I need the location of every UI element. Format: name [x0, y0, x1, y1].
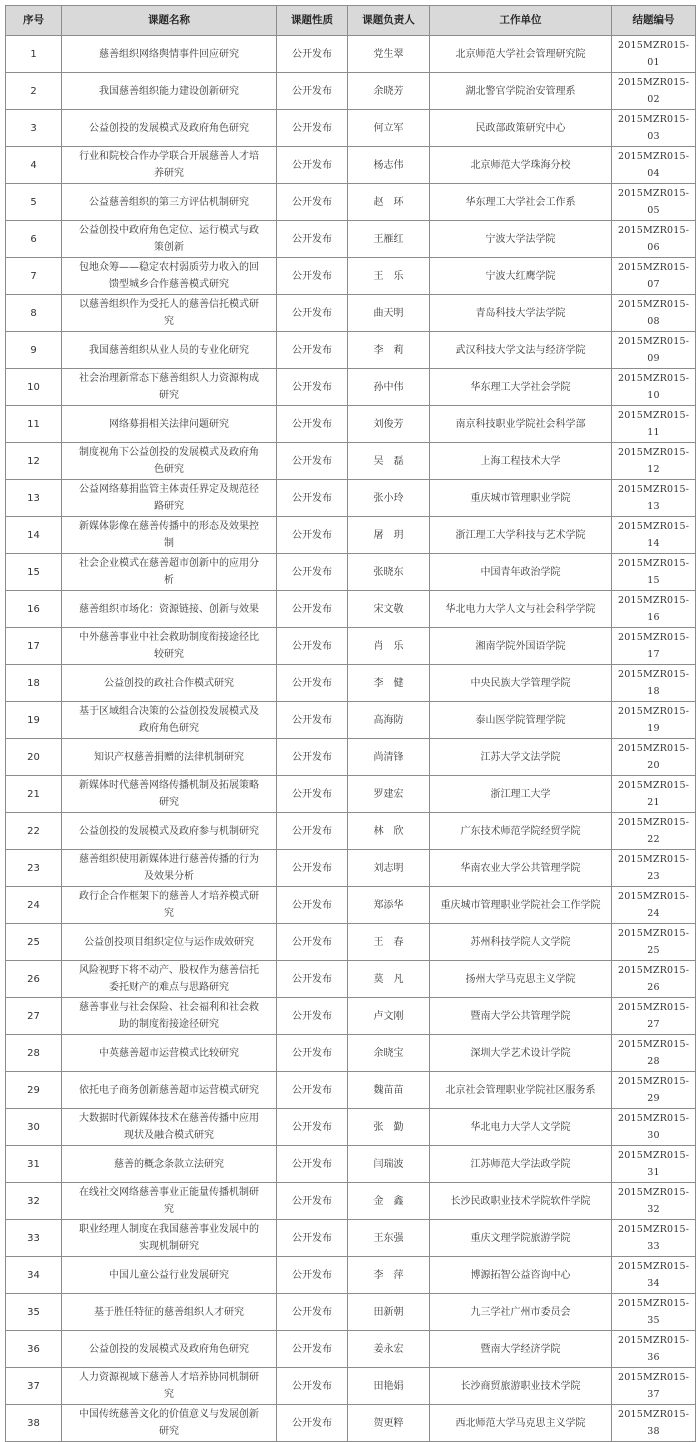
table-row	[6, 258, 696, 295]
cell-work-unit: 广东技术师范学院经贸学院	[430, 813, 612, 850]
cell-project-leader: 高海防	[348, 702, 430, 739]
cell-work-unit: 青岛科技大学法学院	[430, 295, 612, 332]
cell-serial-number: 36	[6, 1331, 62, 1368]
table-row	[6, 850, 696, 887]
cell-project-leader: 李 莉	[348, 332, 430, 369]
cell-completion-code: 2015MZR015-28	[612, 1035, 696, 1072]
cell-work-unit: 上海工程技术大学	[430, 443, 612, 480]
cell-project-title: 慈善组织使用新媒体进行慈善传播的行为及效果分析	[62, 850, 277, 887]
table-row	[6, 1035, 696, 1072]
cell-project-nature: 公开发布	[277, 554, 348, 591]
table-row	[6, 1405, 696, 1442]
table-row	[6, 1294, 696, 1331]
cell-project-nature: 公开发布	[277, 1146, 348, 1183]
cell-work-unit: 北京师范大学社会管理研究院	[430, 36, 612, 73]
cell-project-nature: 公开发布	[277, 1072, 348, 1109]
cell-serial-number: 21	[6, 776, 62, 813]
cell-work-unit: 长沙商贸旅游职业技术学院	[430, 1368, 612, 1405]
cell-serial-number: 37	[6, 1368, 62, 1405]
cell-work-unit: 华北电力大学人文与社会科学学院	[430, 591, 612, 628]
cell-project-nature: 公开发布	[277, 369, 348, 406]
cell-work-unit: 重庆文理学院旅游学院	[430, 1220, 612, 1257]
cell-project-title: 人力资源视域下慈善人才培养协同机制研究	[62, 1368, 277, 1405]
cell-project-nature: 公开发布	[277, 1183, 348, 1220]
cell-serial-number: 2	[6, 73, 62, 110]
cell-project-nature: 公开发布	[277, 813, 348, 850]
cell-project-title: 公益慈善组织的第三方评估机制研究	[62, 184, 277, 221]
cell-completion-code: 2015MZR015-19	[612, 702, 696, 739]
cell-project-leader: 王 乐	[348, 258, 430, 295]
cell-serial-number: 25	[6, 924, 62, 961]
cell-serial-number: 24	[6, 887, 62, 924]
cell-serial-number: 29	[6, 1072, 62, 1109]
cell-project-leader: 李 萍	[348, 1257, 430, 1294]
table-row	[6, 1220, 696, 1257]
cell-serial-number: 17	[6, 628, 62, 665]
table-row	[6, 480, 696, 517]
cell-project-leader: 何立军	[348, 110, 430, 147]
cell-project-title: 风险视野下将不动产、股权作为慈善信托委托财产的难点与思路研究	[62, 961, 277, 998]
table-row	[6, 1331, 696, 1368]
table-row	[6, 887, 696, 924]
table-body	[6, 36, 696, 1442]
cell-work-unit: 华南农业大学公共管理学院	[430, 850, 612, 887]
cell-serial-number: 11	[6, 406, 62, 443]
cell-completion-code: 2015MZR015-04	[612, 147, 696, 184]
cell-project-leader: 尚清锋	[348, 739, 430, 776]
cell-serial-number: 31	[6, 1146, 62, 1183]
cell-work-unit: 暨南大学经济学院	[430, 1331, 612, 1368]
cell-work-unit: 华东理工大学社会工作系	[430, 184, 612, 221]
results-table-container	[5, 5, 695, 1437]
cell-project-title: 中国儿童公益行业发展研究	[62, 1257, 277, 1294]
cell-project-leader: 魏苗苗	[348, 1072, 430, 1109]
cell-project-nature: 公开发布	[277, 295, 348, 332]
header-serial-number: 序号	[6, 6, 62, 36]
table-row	[6, 73, 696, 110]
table-header	[6, 6, 696, 36]
cell-completion-code: 2015MZR015-30	[612, 1109, 696, 1146]
table-row	[6, 147, 696, 184]
table-row	[6, 36, 696, 73]
cell-project-nature: 公开发布	[277, 73, 348, 110]
cell-project-leader: 余晓宝	[348, 1035, 430, 1072]
cell-work-unit: 西北师范大学马克思主义学院	[430, 1405, 612, 1442]
header-project-title: 课题名称	[62, 6, 277, 36]
table-row	[6, 1146, 696, 1183]
cell-completion-code: 2015MZR015-06	[612, 221, 696, 258]
cell-serial-number: 23	[6, 850, 62, 887]
cell-project-nature: 公开发布	[277, 36, 348, 73]
header-project-leader: 课题负责人	[348, 6, 430, 36]
table-row	[6, 702, 696, 739]
cell-project-title: 制度视角下公益创投的发展模式及政府角色研究	[62, 443, 277, 480]
cell-completion-code: 2015MZR015-35	[612, 1294, 696, 1331]
cell-serial-number: 8	[6, 295, 62, 332]
table-row	[6, 1109, 696, 1146]
cell-project-nature: 公开发布	[277, 1405, 348, 1442]
cell-project-leader: 吴 磊	[348, 443, 430, 480]
cell-project-leader: 张小玲	[348, 480, 430, 517]
cell-project-title: 公益创投中政府角色定位、运行模式与政策创新	[62, 221, 277, 258]
table-row	[6, 776, 696, 813]
cell-project-nature: 公开发布	[277, 850, 348, 887]
cell-work-unit: 武汉科技大学文法与经济学院	[430, 332, 612, 369]
cell-project-nature: 公开发布	[277, 887, 348, 924]
cell-project-leader: 林 欣	[348, 813, 430, 850]
cell-project-nature: 公开发布	[277, 665, 348, 702]
cell-project-leader: 李 健	[348, 665, 430, 702]
cell-project-leader: 郑添华	[348, 887, 430, 924]
cell-completion-code: 2015MZR015-21	[612, 776, 696, 813]
cell-serial-number: 14	[6, 517, 62, 554]
cell-serial-number: 27	[6, 998, 62, 1035]
cell-work-unit: 长沙民政职业技术学院软件学院	[430, 1183, 612, 1220]
cell-project-title: 网络募捐相关法律问题研究	[62, 406, 277, 443]
cell-project-title: 慈善的概念条款立法研究	[62, 1146, 277, 1183]
cell-project-nature: 公开发布	[277, 591, 348, 628]
cell-project-leader: 王东强	[348, 1220, 430, 1257]
cell-project-title: 中国传统慈善文化的价值意义与发展创新研究	[62, 1405, 277, 1442]
cell-project-nature: 公开发布	[277, 961, 348, 998]
cell-completion-code: 2015MZR015-24	[612, 887, 696, 924]
cell-completion-code: 2015MZR015-36	[612, 1331, 696, 1368]
cell-work-unit: 宁波大红鹰学院	[430, 258, 612, 295]
cell-completion-code: 2015MZR015-37	[612, 1368, 696, 1405]
cell-serial-number: 7	[6, 258, 62, 295]
cell-project-title: 新媒体时代慈善网络传播机制及拓展策略研究	[62, 776, 277, 813]
cell-serial-number: 32	[6, 1183, 62, 1220]
project-results-table	[5, 5, 696, 1442]
cell-work-unit: 南京科技职业学院社会科学部	[430, 406, 612, 443]
cell-project-leader: 屠 玥	[348, 517, 430, 554]
cell-project-leader: 赵 环	[348, 184, 430, 221]
cell-work-unit: 中央民族大学管理学院	[430, 665, 612, 702]
cell-completion-code: 2015MZR015-12	[612, 443, 696, 480]
table-row	[6, 1183, 696, 1220]
cell-completion-code: 2015MZR015-01	[612, 36, 696, 73]
cell-project-title: 我国慈善组织从业人员的专业化研究	[62, 332, 277, 369]
cell-project-nature: 公开发布	[277, 998, 348, 1035]
cell-project-title: 公益创投的政社合作模式研究	[62, 665, 277, 702]
cell-work-unit: 浙江理工大学科技与艺术学院	[430, 517, 612, 554]
cell-project-title: 以慈善组织作为受托人的慈善信托模式研究	[62, 295, 277, 332]
cell-project-title: 社会企业模式在慈善超市创新中的应用分析	[62, 554, 277, 591]
cell-serial-number: 33	[6, 1220, 62, 1257]
cell-work-unit: 博源拓智公益咨询中心	[430, 1257, 612, 1294]
cell-project-leader: 王雁红	[348, 221, 430, 258]
table-row	[6, 961, 696, 998]
cell-project-leader: 张晓东	[348, 554, 430, 591]
cell-project-title: 慈善事业与社会保险、社会福利和社会救助的制度衔接途径研究	[62, 998, 277, 1035]
cell-serial-number: 18	[6, 665, 62, 702]
cell-serial-number: 35	[6, 1294, 62, 1331]
cell-work-unit: 浙江理工大学	[430, 776, 612, 813]
cell-project-title: 基于胜任特征的慈善组织人才研究	[62, 1294, 277, 1331]
cell-completion-code: 2015MZR015-07	[612, 258, 696, 295]
cell-project-leader: 曲天明	[348, 295, 430, 332]
cell-work-unit: 中国青年政治学院	[430, 554, 612, 591]
cell-project-nature: 公开发布	[277, 702, 348, 739]
table-row	[6, 369, 696, 406]
table-row	[6, 221, 696, 258]
cell-completion-code: 2015MZR015-09	[612, 332, 696, 369]
cell-project-title: 基于区域组合决策的公益创投发展模式及政府角色研究	[62, 702, 277, 739]
cell-project-nature: 公开发布	[277, 332, 348, 369]
cell-project-nature: 公开发布	[277, 443, 348, 480]
cell-serial-number: 30	[6, 1109, 62, 1146]
cell-project-title: 公益创投的发展模式及政府参与机制研究	[62, 813, 277, 850]
cell-serial-number: 13	[6, 480, 62, 517]
cell-completion-code: 2015MZR015-31	[612, 1146, 696, 1183]
cell-work-unit: 湘南学院外国语学院	[430, 628, 612, 665]
table-row	[6, 110, 696, 147]
cell-project-leader: 贺更粹	[348, 1405, 430, 1442]
cell-work-unit: 江苏师范大学法政学院	[430, 1146, 612, 1183]
cell-serial-number: 19	[6, 702, 62, 739]
cell-project-title: 包地众筹——稳定农村弱质劳力收入的回馈型城乡合作慈善模式研究	[62, 258, 277, 295]
cell-project-nature: 公开发布	[277, 480, 348, 517]
cell-completion-code: 2015MZR015-08	[612, 295, 696, 332]
cell-project-title: 在线社交网络慈善事业正能量传播机制研究	[62, 1183, 277, 1220]
cell-work-unit: 泰山医学院管理学院	[430, 702, 612, 739]
cell-project-nature: 公开发布	[277, 184, 348, 221]
cell-project-title: 慈善组织网络舆情事件回应研究	[62, 36, 277, 73]
cell-serial-number: 20	[6, 739, 62, 776]
table-row	[6, 1072, 696, 1109]
cell-completion-code: 2015MZR015-26	[612, 961, 696, 998]
cell-project-nature: 公开发布	[277, 1035, 348, 1072]
table-row	[6, 554, 696, 591]
cell-completion-code: 2015MZR015-02	[612, 73, 696, 110]
cell-project-title: 新媒体影像在慈善传播中的形态及效果控制	[62, 517, 277, 554]
cell-completion-code: 2015MZR015-16	[612, 591, 696, 628]
cell-work-unit: 江苏大学文法学院	[430, 739, 612, 776]
cell-work-unit: 扬州大学马克思主义学院	[430, 961, 612, 998]
cell-project-leader: 宋文敬	[348, 591, 430, 628]
cell-project-title: 中外慈善事业中社会救助制度衔接途径比较研究	[62, 628, 277, 665]
cell-project-title: 公益创投项目组织定位与运作成效研究	[62, 924, 277, 961]
cell-work-unit: 重庆城市管理职业学院	[430, 480, 612, 517]
cell-project-title: 公益创投的发展模式及政府角色研究	[62, 110, 277, 147]
cell-completion-code: 2015MZR015-17	[612, 628, 696, 665]
table-row	[6, 998, 696, 1035]
cell-project-nature: 公开发布	[277, 1109, 348, 1146]
table-row	[6, 295, 696, 332]
cell-completion-code: 2015MZR015-14	[612, 517, 696, 554]
cell-serial-number: 34	[6, 1257, 62, 1294]
cell-serial-number: 9	[6, 332, 62, 369]
cell-serial-number: 5	[6, 184, 62, 221]
cell-project-leader: 党生翠	[348, 36, 430, 73]
cell-project-leader: 杨志伟	[348, 147, 430, 184]
cell-project-title: 知识产权慈善捐赠的法律机制研究	[62, 739, 277, 776]
cell-project-leader: 卢文刚	[348, 998, 430, 1035]
cell-project-title: 职业经理人制度在我国慈善事业发展中的实现机制研究	[62, 1220, 277, 1257]
cell-project-leader: 刘志明	[348, 850, 430, 887]
cell-project-leader: 田艳娟	[348, 1368, 430, 1405]
cell-project-title: 我国慈善组织能力建设创新研究	[62, 73, 277, 110]
cell-project-title: 政行企合作框架下的慈善人才培养模式研究	[62, 887, 277, 924]
cell-project-title: 慈善组织市场化：资源链接、创新与效果	[62, 591, 277, 628]
header-project-nature: 课题性质	[277, 6, 348, 36]
cell-work-unit: 苏州科技学院人文学院	[430, 924, 612, 961]
cell-serial-number: 28	[6, 1035, 62, 1072]
cell-project-title: 中英慈善超市运营模式比较研究	[62, 1035, 277, 1072]
table-row	[6, 406, 696, 443]
cell-project-nature: 公开发布	[277, 1294, 348, 1331]
cell-work-unit: 华东理工大学社会学院	[430, 369, 612, 406]
cell-project-leader: 姜永宏	[348, 1331, 430, 1368]
cell-project-leader: 刘俊芳	[348, 406, 430, 443]
cell-project-nature: 公开发布	[277, 517, 348, 554]
cell-project-leader: 莫 凡	[348, 961, 430, 998]
table-row	[6, 443, 696, 480]
table-row	[6, 517, 696, 554]
cell-project-leader: 孙中伟	[348, 369, 430, 406]
cell-completion-code: 2015MZR015-11	[612, 406, 696, 443]
cell-completion-code: 2015MZR015-38	[612, 1405, 696, 1442]
cell-project-leader: 肖 乐	[348, 628, 430, 665]
cell-serial-number: 15	[6, 554, 62, 591]
table-row	[6, 813, 696, 850]
cell-completion-code: 2015MZR015-20	[612, 739, 696, 776]
cell-work-unit: 深圳大学艺术设计学院	[430, 1035, 612, 1072]
cell-work-unit: 北京师范大学珠海分校	[430, 147, 612, 184]
cell-project-nature: 公开发布	[277, 776, 348, 813]
cell-project-nature: 公开发布	[277, 406, 348, 443]
header-row	[6, 6, 696, 36]
cell-work-unit: 暨南大学公共管理学院	[430, 998, 612, 1035]
cell-project-leader: 王 春	[348, 924, 430, 961]
cell-project-nature: 公开发布	[277, 924, 348, 961]
cell-completion-code: 2015MZR015-03	[612, 110, 696, 147]
cell-completion-code: 2015MZR015-18	[612, 665, 696, 702]
cell-serial-number: 4	[6, 147, 62, 184]
cell-project-leader: 闫瑞波	[348, 1146, 430, 1183]
cell-completion-code: 2015MZR015-25	[612, 924, 696, 961]
cell-completion-code: 2015MZR015-27	[612, 998, 696, 1035]
cell-project-title: 公益网络募捐监管主体责任界定及规范径路研究	[62, 480, 277, 517]
cell-work-unit: 华北电力大学人文学院	[430, 1109, 612, 1146]
cell-completion-code: 2015MZR015-23	[612, 850, 696, 887]
cell-completion-code: 2015MZR015-13	[612, 480, 696, 517]
table-row	[6, 591, 696, 628]
table-row	[6, 184, 696, 221]
cell-completion-code: 2015MZR015-34	[612, 1257, 696, 1294]
cell-project-title: 大数据时代新媒体技术在慈善传播中应用现状及融合模式研究	[62, 1109, 277, 1146]
cell-project-nature: 公开发布	[277, 739, 348, 776]
cell-project-nature: 公开发布	[277, 1368, 348, 1405]
table-row	[6, 739, 696, 776]
cell-work-unit: 重庆城市管理职业学院社会工作学院	[430, 887, 612, 924]
cell-project-nature: 公开发布	[277, 628, 348, 665]
cell-completion-code: 2015MZR015-29	[612, 1072, 696, 1109]
cell-work-unit: 宁波大学法学院	[430, 221, 612, 258]
cell-project-leader: 田新朝	[348, 1294, 430, 1331]
cell-project-nature: 公开发布	[277, 147, 348, 184]
cell-project-nature: 公开发布	[277, 110, 348, 147]
cell-work-unit: 北京社会管理职业学院社区服务系	[430, 1072, 612, 1109]
cell-project-nature: 公开发布	[277, 1220, 348, 1257]
cell-project-leader: 张 勤	[348, 1109, 430, 1146]
cell-work-unit: 九三学社广州市委员会	[430, 1294, 612, 1331]
header-work-unit: 工作单位	[430, 6, 612, 36]
cell-completion-code: 2015MZR015-22	[612, 813, 696, 850]
cell-completion-code: 2015MZR015-33	[612, 1220, 696, 1257]
cell-serial-number: 10	[6, 369, 62, 406]
cell-serial-number: 1	[6, 36, 62, 73]
cell-project-title: 社会治理新常态下慈善组织人力资源构成研究	[62, 369, 277, 406]
cell-completion-code: 2015MZR015-32	[612, 1183, 696, 1220]
cell-serial-number: 16	[6, 591, 62, 628]
cell-project-nature: 公开发布	[277, 258, 348, 295]
cell-work-unit: 湖北警官学院治安管理系	[430, 73, 612, 110]
cell-serial-number: 22	[6, 813, 62, 850]
cell-project-leader: 金 鑫	[348, 1183, 430, 1220]
cell-project-leader: 罗建宏	[348, 776, 430, 813]
table-row	[6, 924, 696, 961]
table-row	[6, 665, 696, 702]
cell-serial-number: 26	[6, 961, 62, 998]
cell-work-unit: 民政部政策研究中心	[430, 110, 612, 147]
cell-project-title: 公益创投的发展模式及政府角色研究	[62, 1331, 277, 1368]
cell-project-title: 依托电子商务创新慈善超市运营模式研究	[62, 1072, 277, 1109]
cell-project-leader: 余晓芳	[348, 73, 430, 110]
cell-completion-code: 2015MZR015-10	[612, 369, 696, 406]
cell-project-title: 行业和院校合作办学联合开展慈善人才培养研究	[62, 147, 277, 184]
header-completion-code: 结题编号	[612, 6, 696, 36]
cell-serial-number: 6	[6, 221, 62, 258]
table-row	[6, 1368, 696, 1405]
cell-serial-number: 3	[6, 110, 62, 147]
cell-completion-code: 2015MZR015-05	[612, 184, 696, 221]
cell-project-nature: 公开发布	[277, 221, 348, 258]
table-row	[6, 332, 696, 369]
table-row	[6, 1257, 696, 1294]
cell-completion-code: 2015MZR015-15	[612, 554, 696, 591]
cell-project-nature: 公开发布	[277, 1257, 348, 1294]
cell-serial-number: 38	[6, 1405, 62, 1442]
table-row	[6, 628, 696, 665]
cell-serial-number: 12	[6, 443, 62, 480]
cell-project-nature: 公开发布	[277, 1331, 348, 1368]
